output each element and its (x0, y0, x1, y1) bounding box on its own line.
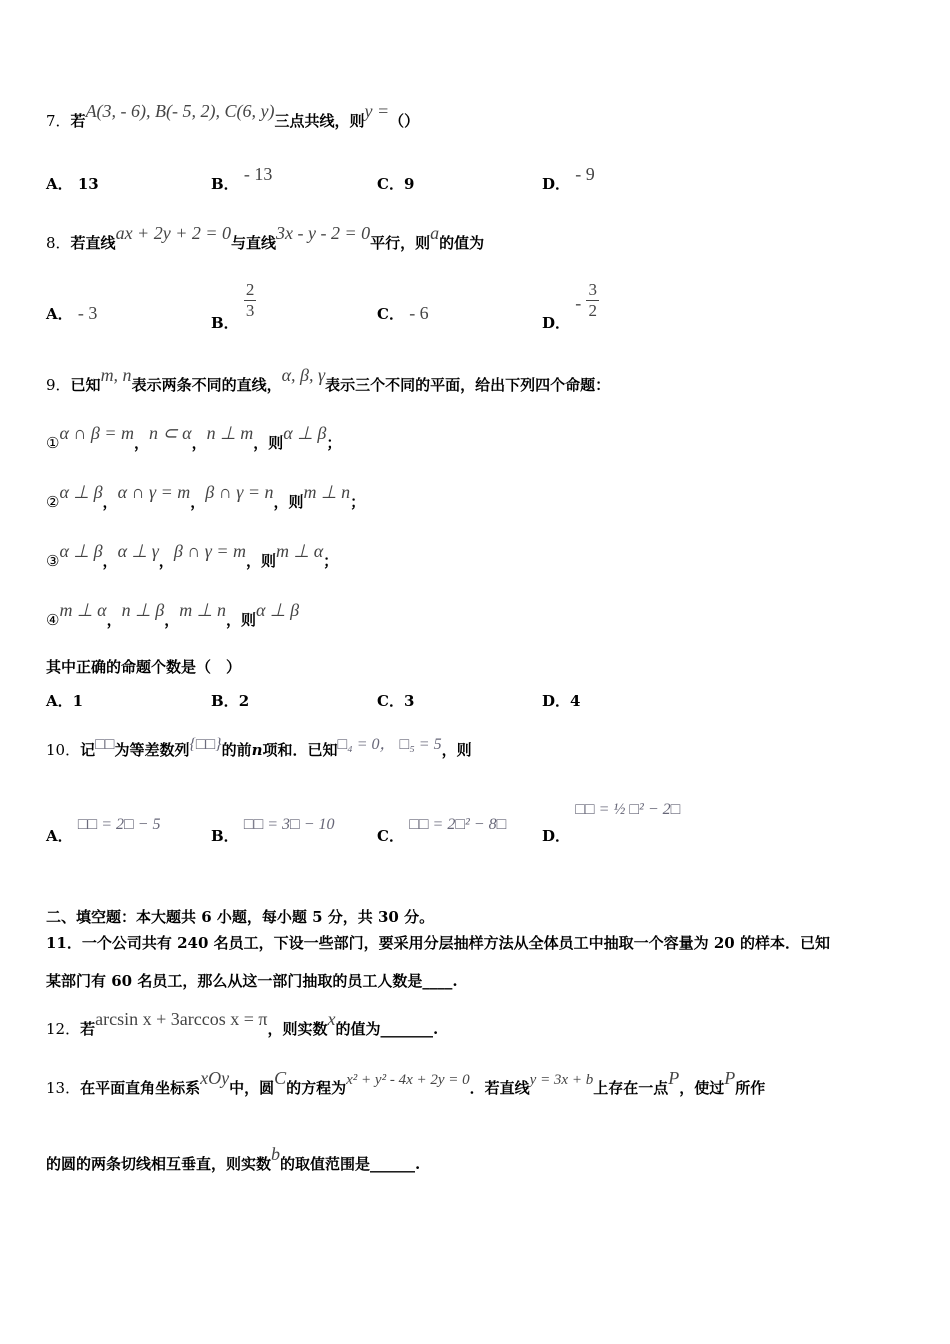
option-c (377, 690, 414, 711)
text: 与直线 (230, 234, 276, 252)
text: P (668, 1068, 680, 1088)
text: m ⊥ α (276, 541, 324, 561)
proposition-2 (46, 482, 366, 512)
text: 3 (588, 280, 597, 299)
proposition-1 (46, 423, 342, 453)
text: C． (377, 827, 404, 845)
text: 12． (46, 1020, 81, 1038)
text: ， (190, 493, 206, 511)
math: y = (364, 101, 390, 121)
text: ，则 (273, 493, 304, 511)
option-a (46, 173, 99, 194)
text: ， (102, 493, 118, 511)
option-d (542, 801, 681, 846)
text: ② (46, 493, 60, 511)
question-10 (46, 737, 472, 760)
fraction (586, 280, 599, 321)
option-c (377, 816, 507, 846)
text: ，则 (246, 552, 277, 570)
option-a (46, 816, 161, 846)
text: □□ = 2□ − 5 (77, 816, 161, 833)
math: A(3, - 6), B(- 5, 2), C(6, y) (85, 101, 275, 121)
text: 9 (403, 175, 415, 193)
proposition-3 (46, 541, 339, 571)
text: m, n (100, 365, 132, 385)
math: ax + 2y + 2 = 0 (115, 223, 231, 243)
text: 3 (403, 692, 415, 710)
text: ； (323, 552, 339, 570)
text: 4 (570, 692, 581, 710)
text: A． (46, 692, 73, 710)
question-13-line2 (46, 1144, 421, 1174)
text: 3 (245, 301, 255, 320)
text: 的取值范围是______. (280, 1155, 421, 1173)
text: D． (542, 175, 571, 193)
text: 已知 (70, 376, 101, 394)
text: 为等差数列 (114, 741, 190, 759)
text: α ∩ γ = m (117, 482, 191, 502)
text: α ⊥ β (283, 423, 327, 443)
text: β ∩ γ = n (205, 482, 274, 502)
text: 2 (238, 692, 250, 710)
text: 若直线 (70, 234, 116, 252)
text: α ⊥ β (255, 600, 300, 620)
text: ．若直线 (469, 1079, 530, 1097)
text: n ⊥ β (121, 600, 165, 620)
text: ， (106, 611, 122, 629)
proposition-4 (46, 600, 300, 630)
question-12 (46, 1009, 439, 1039)
text: A． (46, 305, 73, 323)
option-d (542, 280, 599, 332)
text: 若 (70, 112, 86, 130)
text: D． (542, 313, 571, 332)
text: α, β, γ (281, 365, 326, 385)
section-heading: 二、填空题：本大题共 6 小题，每小题 5 分，共 30 分。 (46, 908, 435, 926)
text: α ⊥ γ (117, 541, 159, 561)
text: □₄ = 0， □₅ = 5 (337, 736, 442, 753)
text: ； (326, 434, 342, 452)
text: n ⊂ α (149, 423, 192, 443)
text: 中，圆 (229, 1079, 275, 1097)
option-a (46, 303, 97, 324)
text: ， (164, 611, 180, 629)
text: arcsin x + 3arccos x = π (95, 1009, 268, 1029)
text: xOy (200, 1068, 230, 1088)
option-c (377, 173, 414, 194)
text: B． (211, 313, 239, 332)
text: （） (389, 112, 420, 130)
text: 的值为_______. (335, 1020, 439, 1038)
text: 三点共线，则 (274, 112, 365, 130)
question-9-prompt: 其中正确的命题个数是（ ） (46, 658, 242, 676)
text: 13． (46, 1079, 81, 1097)
text: 平行，则 (370, 234, 431, 252)
text: y = 3x + b (529, 1072, 594, 1088)
text: P (724, 1068, 736, 1088)
text: ，则实数 (267, 1020, 328, 1038)
option-b (211, 280, 256, 332)
question-11-line1: 11．一个公司共有 240 名员工，下设一些部门，要采用分层抽样方法从全体员工中抽取一个容量为 20 的样本．已知 (46, 934, 830, 952)
text: m ⊥ α (59, 600, 107, 620)
text: D． (542, 827, 571, 845)
option-b (211, 816, 335, 846)
text: - 9 (575, 164, 595, 184)
text: 在平面直角坐标系 (80, 1079, 201, 1097)
text: α ⊥ β (59, 541, 103, 561)
option-d (542, 690, 580, 711)
text: - 6 (409, 303, 429, 323)
text: C． (377, 305, 404, 323)
text: ， (102, 552, 118, 570)
question-11-line2: 某部门有 60 名员工，那么从这一部门抽取的员工人数是____. (46, 972, 458, 990)
text: ，则 (225, 611, 256, 629)
text: 10． (46, 741, 81, 759)
option-b (211, 164, 273, 194)
text: ，使过 (679, 1079, 725, 1097)
text: C (274, 1068, 287, 1088)
text: 项和．已知 (262, 741, 338, 759)
text: A． (46, 827, 73, 845)
text: A． (46, 175, 73, 193)
text: 1 (72, 692, 84, 710)
fraction (244, 280, 257, 321)
text: □□ = 2□² − 8□ (409, 816, 507, 833)
text: - 3 (77, 303, 98, 323)
option-a (46, 690, 83, 711)
text: 13 (77, 175, 99, 193)
text: D． (542, 692, 571, 710)
text: □□ (95, 736, 115, 753)
text: b (271, 1144, 281, 1164)
text: C． (377, 175, 404, 193)
text: 的值为 (439, 234, 485, 252)
text: B． (211, 827, 239, 845)
text: 若 (80, 1020, 96, 1038)
text: 表示三个不同的平面，给出下列四个命题： (325, 376, 611, 394)
text: 所作 (735, 1079, 766, 1097)
option-c (377, 303, 429, 324)
text: 的方程为 (286, 1079, 347, 1097)
option-b (211, 690, 249, 711)
text: 上存在一点 (593, 1079, 669, 1097)
text: ，则 (253, 434, 284, 452)
text: ① (46, 434, 60, 452)
question-9 (46, 365, 611, 395)
question-13 (46, 1068, 766, 1098)
text: B． (211, 692, 239, 710)
text: ； (350, 493, 366, 511)
text: {□□} (189, 736, 222, 753)
text: 2 (245, 280, 255, 299)
text: ，则 (441, 741, 472, 759)
text: x² + y² - 4x + 2y = 0 (346, 1072, 470, 1088)
text: - (575, 292, 582, 313)
text: ， (191, 434, 207, 452)
text: 记 (80, 741, 96, 759)
text: ， (158, 552, 174, 570)
text: 8． (46, 234, 71, 252)
text: ③ (46, 552, 60, 570)
text: 9． (46, 376, 71, 394)
text: n (251, 741, 263, 759)
option-d (542, 164, 595, 194)
text: □□ = ½ □² − 2□ (575, 801, 681, 818)
text: C． (377, 692, 404, 710)
text: α ∩ β = m (59, 423, 135, 443)
text: β ∩ γ = m (173, 541, 247, 561)
text: - 13 (243, 164, 273, 184)
math: 3x - y - 2 = 0 (276, 223, 371, 243)
text: □□ = 3□ − 10 (243, 816, 335, 833)
text: 的圆的两条切线相互垂直，则实数 (46, 1155, 272, 1173)
text: α ⊥ β (59, 482, 103, 502)
text: ， (134, 434, 150, 452)
question-7 (46, 101, 420, 131)
text: 2 (588, 301, 597, 320)
text: B． (211, 175, 239, 193)
text: n ⊥ m (206, 423, 254, 443)
text: m ⊥ n (179, 600, 226, 620)
math: a (430, 223, 440, 243)
text: 表示两条不同的直线， (131, 376, 282, 394)
text: m ⊥ n (303, 482, 351, 502)
question-8 (46, 223, 485, 253)
text: ④ (46, 611, 60, 629)
text: x (327, 1009, 336, 1029)
q-number: 7． (46, 112, 71, 130)
text: 的前 (221, 741, 252, 759)
